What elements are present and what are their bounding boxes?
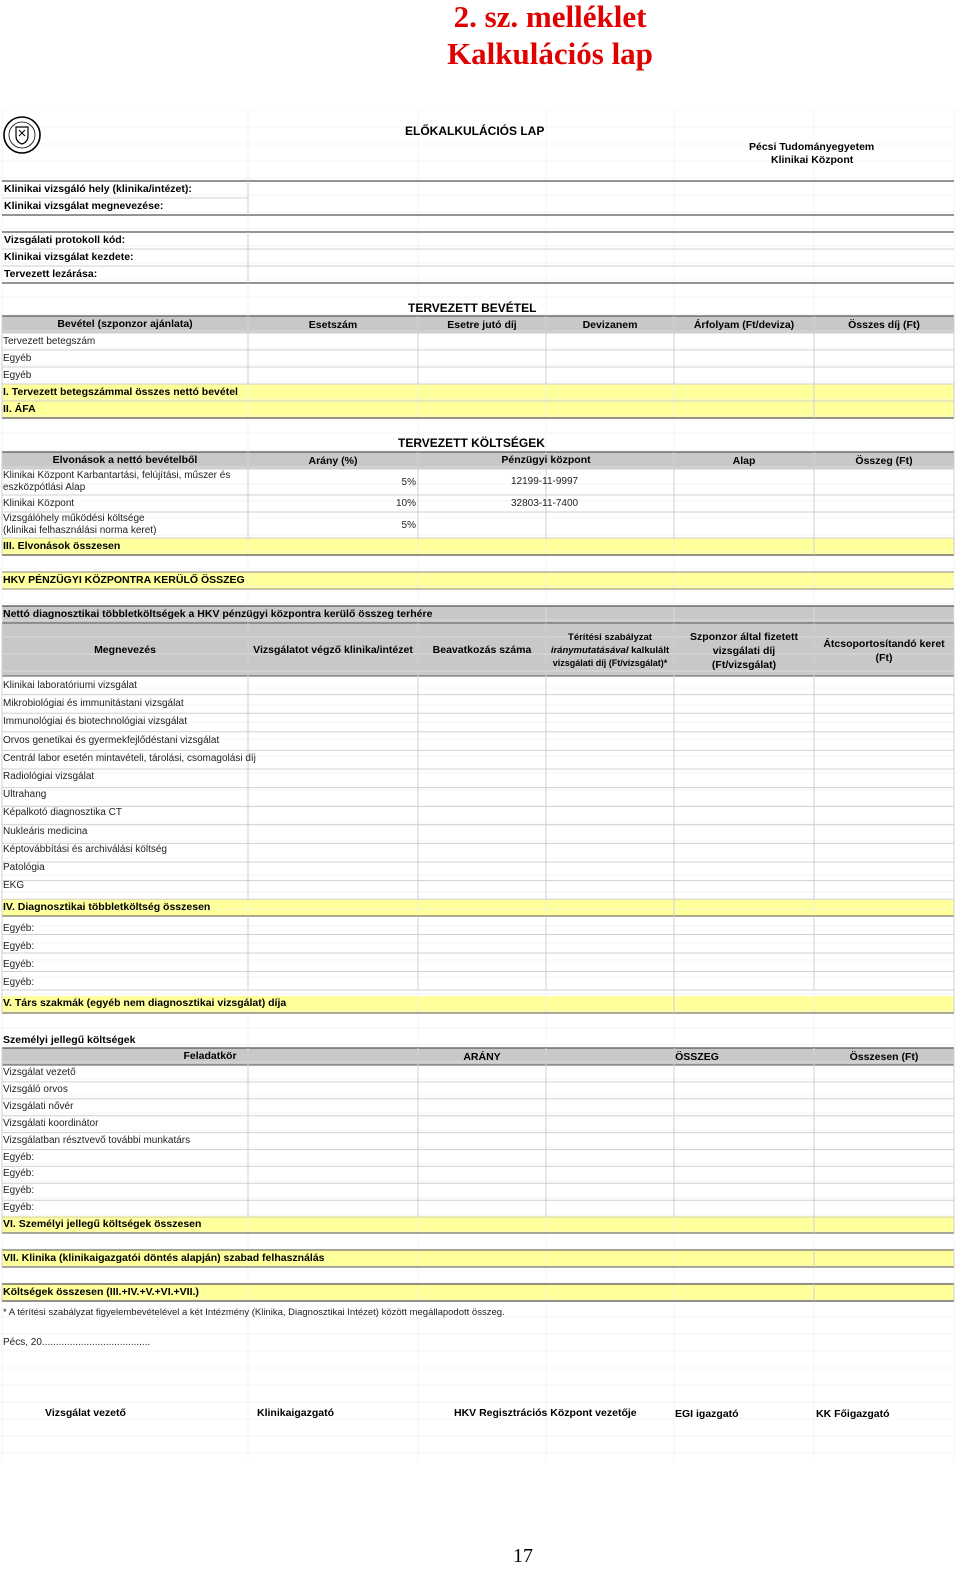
footnote: * A térítési szabályzat figyelembevételével a két Intézmény (Klinika, Diagnosztikai Intézet) között megállapodott összeg. xyxy=(3,1307,505,1318)
signature-hkv-head: HKV Regisztrációs Központ vezetője xyxy=(454,1407,637,1419)
costs-header-deductions: Elvonások a nettó bevételből xyxy=(52,454,198,466)
costs-header-amount: Összeg (Ft) xyxy=(855,455,913,467)
costs-title: TERVEZETT KÖLTSÉGEK xyxy=(398,436,545,450)
costs-header-center: Pénzügyi központ xyxy=(501,454,591,466)
university-seal-logo xyxy=(2,115,42,155)
field-study-name: Klinikai vizsgálat megnevezése: xyxy=(4,200,164,212)
place-date: Pécs, 20....................................... xyxy=(3,1337,151,1348)
diag-title: Nettó diagnosztikai többletköltségek a HKV pénzügyi központra kerülő összeg terhére xyxy=(3,608,433,620)
income-title: TERVEZETT BEVÉTEL xyxy=(408,301,537,315)
costs-row-site-operating-ratio: 5% xyxy=(401,520,416,531)
personal-header-role: Feladatkör xyxy=(183,1050,237,1062)
costs-row-clinical-center-code: 32803-11-7400 xyxy=(511,498,579,509)
field-clinic-site: Klinikai vizsgáló hely (klinika/intézet): xyxy=(4,183,192,195)
personal-row-label: Egyéb: xyxy=(3,1185,35,1197)
diag-header-transfer-line2: (Ft) xyxy=(875,652,893,664)
diag-header-sponsor-line2: vizsgálati díj xyxy=(712,645,776,657)
personal-header-amount: ÖSSZEG xyxy=(675,1051,719,1063)
income-row-other-2: Egyéb xyxy=(3,370,32,381)
costs-row-clinical-center-ratio: 10% xyxy=(395,498,416,509)
signature-kk-director: KK Főigazgató xyxy=(816,1408,890,1420)
costs-row-maintenance-line2: eszközpótlási Alap xyxy=(3,482,86,493)
diag-row-label: Ultrahang xyxy=(3,789,47,801)
income-header-cases: Esetszám xyxy=(308,319,358,331)
income-header-income: Bevétel (szponzor ajánlata) xyxy=(57,318,193,330)
personal-row-label: Egyéb: xyxy=(3,1168,35,1180)
costs-header-fund: Alap xyxy=(732,455,756,467)
personal-total: VI. Személyi jellegű költségek összesen xyxy=(3,1218,202,1230)
form-title: ELŐKALKULÁCIÓS LAP xyxy=(405,124,545,138)
costs-row-site-operating-line2: (klinikai felhasználási norma keret) xyxy=(3,525,157,536)
personal-row-label: Egyéb: xyxy=(3,1151,35,1163)
diag-row-label: Centrál labor esetén mintavételi, tárolási, csomagolási díj xyxy=(3,752,256,764)
personal-row-label: Vizsgálatban résztvevő további munkatárs xyxy=(3,1134,191,1146)
income-total: I. Tervezett betegszámmal összes nettó bevétel xyxy=(3,386,238,398)
personal-header-total: Összesen (Ft) xyxy=(849,1051,919,1063)
personal-row-label: Egyéb: xyxy=(3,1202,35,1214)
personal-title: Személyi jellegű költségek xyxy=(3,1034,136,1046)
diag-row-label: Nukleáris medicina xyxy=(3,825,88,837)
other-row-label: Egyéb: xyxy=(3,977,35,988)
diag-row-label: Orvos genetikai és gyermekfejlődéstani vizsgálat xyxy=(3,734,220,746)
page-number: 17 xyxy=(513,1545,533,1567)
diag-header-fee-line1: Térítési szabályzat xyxy=(568,632,652,643)
org-name: Pécsi Tudományegyetem xyxy=(749,141,875,153)
costs-header-ratio: Arány (%) xyxy=(308,455,358,467)
personal-row-label: Vizsgálati koordinátor xyxy=(3,1117,99,1129)
highlight-row xyxy=(2,401,954,418)
field-planned-close: Tervezett lezárása: xyxy=(4,268,98,280)
diag-row-label: Radiológiai vizsgálat xyxy=(3,771,95,782)
personal-row-label: Vizsgáló orvos xyxy=(3,1083,68,1095)
diag-row-label: Klinikai laboratóriumi vizsgálat xyxy=(3,680,137,691)
field-protocol-code: Vizsgálati protokoll kód: xyxy=(4,234,126,246)
income-row-other-1: Egyéb xyxy=(3,353,32,364)
personal-row-label: Vizsgálat vezető xyxy=(3,1067,76,1078)
income-vat: II. ÁFA xyxy=(3,403,36,415)
diag-total: IV. Diagnosztikai többletköltség összesen xyxy=(3,901,211,913)
signature-egi-director: EGI igazgató xyxy=(675,1408,739,1420)
diag-row-label: Patológia xyxy=(3,862,45,873)
costs-row-maintenance-center: 12199-11-9997 xyxy=(511,476,579,487)
diag-header-transfer-line1: Átcsoportosítandó keret xyxy=(823,638,945,650)
income-header-currency: Devizanem xyxy=(582,319,638,331)
diag-header-name: Megnevezés xyxy=(94,644,156,656)
diag-header-sponsor-line3: (Ft/vizsgálat) xyxy=(711,659,777,671)
diag-header-sponsor-line1: Szponzor által fizetett xyxy=(690,631,798,643)
calculation-sheet xyxy=(0,110,956,1460)
page-title-line2: Kalkulációs lap xyxy=(447,36,653,71)
diag-header-fee-line3: vizsgálati díj (Ft/vizsgálat)* xyxy=(552,658,668,668)
diag-row-label: EKG xyxy=(3,880,25,892)
page-title-line1: 2. sz. melléklet xyxy=(453,0,647,34)
highlight-row xyxy=(2,538,954,555)
diag-row-label: Mikrobiológiai és immunitástani vizsgálat xyxy=(3,698,184,710)
income-row-patients: Tervezett betegszám xyxy=(3,336,96,347)
costs-row-maintenance-line1: Klinikai Központ Karbantartási, felújítási, műszer és xyxy=(3,470,231,481)
personal-header-ratio: ARÁNY xyxy=(463,1051,501,1063)
diag-row-label: Képtovábbítási és archiválási költség xyxy=(3,843,167,855)
costs-row-site-operating-line1: Vizsgálóhely működési költsége xyxy=(3,513,145,524)
diag-header-fee-emph: iránymutatásával xyxy=(550,645,629,656)
diag-row-label: Immunológiai és biotechnológiai vizsgálat xyxy=(3,716,187,728)
signature-study-lead: Vizsgálat vezető xyxy=(45,1407,126,1419)
field-start-date: Klinikai vizsgálat kezdete: xyxy=(4,251,134,263)
clinic-free-use: VII. Klinika (klinikaigazgatói döntés alapján) szabad felhasználás xyxy=(3,1252,325,1264)
other-row-label: Egyéb: xyxy=(3,959,35,970)
other-row-label: Egyéb: xyxy=(3,923,35,934)
costs-total: III. Elvonások összesen xyxy=(3,540,121,552)
org-unit: Klinikai Központ xyxy=(771,154,854,166)
income-header-total: Összes díj (Ft) xyxy=(848,319,920,331)
income-header-fee-per-case: Esetre jutó díj xyxy=(447,319,517,331)
other-total: V. Társ szakmák (egyéb nem diagnosztikai vizsgálat) díja xyxy=(3,997,287,1009)
diag-header-count: Beavatkozás száma xyxy=(432,644,532,656)
grand-total: Költségek összesen (III.+IV.+V.+VI.+VII.) xyxy=(3,1286,199,1298)
other-row-label: Egyéb: xyxy=(3,941,35,952)
costs-row-maintenance-ratio: 5% xyxy=(401,477,416,488)
signature-clinic-director: Klinikaigazgató xyxy=(257,1407,335,1419)
costs-row-clinical-center: Klinikai Központ xyxy=(3,498,75,509)
hkv-amount-line: HKV PÉNZÜGYI KÖZPONTRA KERÜLŐ ÖSSZEG xyxy=(3,574,245,586)
diag-header-fee-line2 xyxy=(546,644,674,657)
income-header-rate: Árfolyam (Ft/deviza) xyxy=(693,319,795,331)
personal-row-label: Vizsgálati nővér xyxy=(3,1100,74,1112)
diag-header-unit: Vizsgálatot végző klinika/intézet xyxy=(253,644,413,656)
diag-header-fee-rest: kalkulált xyxy=(628,645,670,656)
diag-row-label: Képalkotó diagnosztika CT xyxy=(3,807,122,819)
